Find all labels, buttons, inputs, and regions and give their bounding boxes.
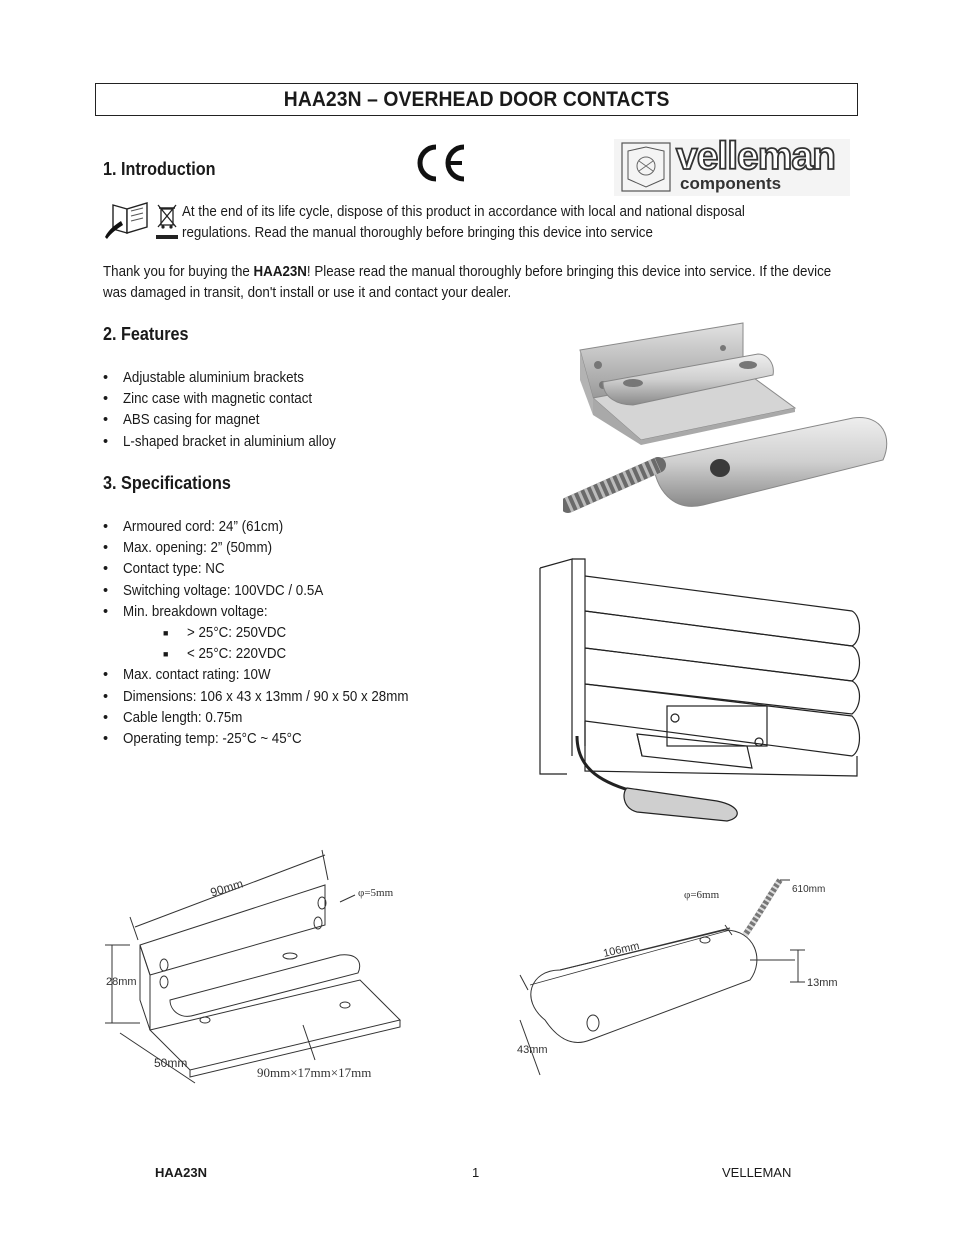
bracket-dimension-drawing [100, 845, 440, 1100]
logo-sub: components [680, 174, 782, 193]
list-item: • Adjustable aluminium brackets [103, 370, 304, 386]
ce-mark [414, 141, 470, 190]
list-item: • Min. breakdown voltage: [103, 603, 268, 620]
title-box [95, 83, 858, 116]
dim-width-label: 43mm [517, 1044, 548, 1056]
dim-height-label: 28mm [106, 976, 137, 988]
velleman-logo [614, 135, 850, 196]
thanks-product-name: HAA23N [253, 264, 307, 280]
list-item: • Zinc case with magnetic contact [103, 391, 313, 408]
list-subitem: ■ > 25°C: 250VDC [163, 624, 287, 641]
list-item: • ABS casing for magnet [103, 412, 260, 429]
list-item: • Contact type: NC [103, 561, 225, 578]
dim-hole-label: φ=5mm [358, 887, 394, 899]
dim-depth-label: 50mm [154, 1056, 188, 1070]
installation-drawing [537, 556, 867, 831]
dim-length-label: 90mm [208, 876, 245, 900]
specifications-list [103, 517, 523, 750]
list-item: • Armoured cord: 24” (61cm) [103, 519, 284, 535]
footer-model: HAA23N [155, 1165, 208, 1180]
heading-introduction: 1. Introduction [103, 159, 216, 179]
weee-bin-icon [156, 203, 178, 246]
heading-features: 2. Features [103, 324, 189, 344]
disposal-text: At the end of its life cycle, dispose of this product in accordance with local and national disposal regulations. Read the manual thoroughly before bringing this device into service [182, 204, 745, 241]
dim-height-label: 13mm [807, 977, 838, 989]
footer-brand: VELLEMAN [722, 1165, 792, 1180]
dim-length-label: 106mm [602, 940, 641, 960]
manual-book-icon [103, 199, 151, 246]
dim-magnet-label: 90mm×17mm×17mm [257, 1065, 372, 1080]
list-item: • Dimensions: 106 x 43 x 13mm / 90 x 50 x 28mm [103, 688, 409, 705]
page-title: HAA23N – OVERHEAD DOOR CONTACTS [283, 87, 670, 111]
contact-dimension-drawing [500, 860, 880, 1095]
logo-brand: velleman [676, 135, 835, 178]
dim-hole-label: φ=6mm [684, 889, 720, 901]
footer-page-number: 1 [472, 1165, 480, 1180]
list-item: • Max. contact rating: 10W [103, 667, 271, 684]
heading-specifications: 3. Specifications [103, 473, 231, 493]
list-item: • L-shaped bracket in aluminium alloy [103, 433, 336, 450]
thanks-text-start: Thank you for buying the [103, 264, 254, 280]
list-item: • Switching voltage: 100VDC / 0.5A [103, 582, 324, 599]
list-item: • Operating temp: -25°C ~ 45°C [103, 730, 302, 747]
dim-cord-label: 610mm [792, 884, 826, 895]
thanks-text-end: ! Please read the manual thoroughly before bringing this device into service. If the device was damaged in transit, don't install or use it and contact your dealer. [103, 264, 832, 301]
list-subitem: ■ < 25°C: 220VDC [163, 646, 287, 663]
product-photo [563, 320, 918, 525]
list-item: • Cable length: 0.75m [103, 709, 243, 726]
features-list [103, 368, 483, 453]
thank-you-paragraph [103, 262, 839, 304]
list-item: • Max. opening: 2” (50mm) [103, 540, 273, 557]
